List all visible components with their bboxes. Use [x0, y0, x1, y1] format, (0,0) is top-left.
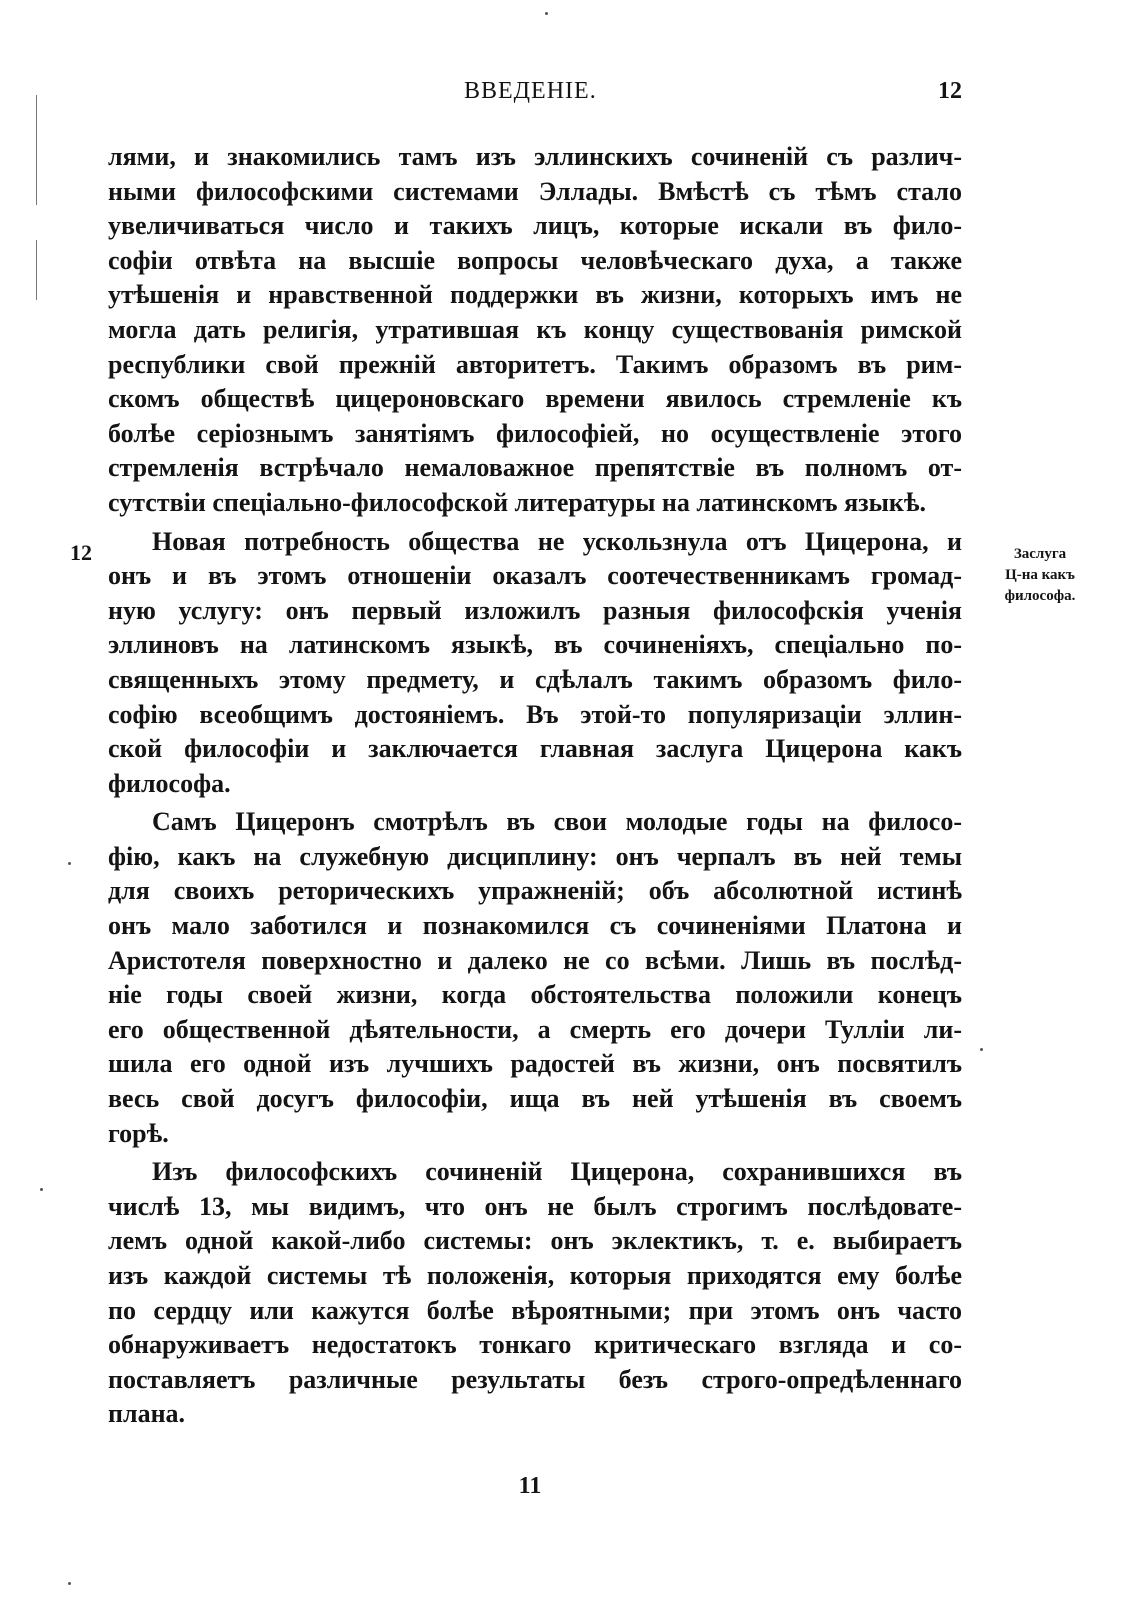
scan-edge-mark — [36, 95, 37, 205]
scan-speck — [980, 1048, 983, 1051]
running-header-page-number: 12 — [938, 78, 962, 104]
text-line: плана. — [108, 1399, 186, 1429]
text-line: эллиновъ на латинскомъ языкѣ, въ сочиненіяхъ, спеціально по- — [108, 630, 962, 660]
text-line: ніе годы своей жизни, когда обстоятельства положили конецъ — [108, 980, 962, 1010]
paragraph — [108, 1155, 962, 1432]
text-line: Аристотеля поверхностно и далеко не со всѣми. Лишь въ послѣд- — [108, 945, 962, 975]
page-folio: 11 — [518, 1473, 542, 1499]
text-line: Новая потребность общества не ускользнула отъ Цицерона, и — [152, 526, 962, 556]
text-line: сутствіи спеціально-философской литературы на латинскомъ языкѣ. — [108, 487, 926, 517]
text-line: Самъ Цицеронъ смотрѣлъ въ свои молодые годы на филосо- — [152, 807, 962, 837]
paragraph — [108, 805, 962, 1151]
text-line: софіи отвѣта на высшіе вопросы человѣческаго духа, а также — [108, 245, 962, 275]
margin-note — [985, 544, 1095, 607]
paragraph — [108, 140, 962, 521]
text-line: для своихъ реторическихъ упражненій; объ абсолютной истинѣ — [108, 876, 962, 906]
text-line: философа. — [108, 768, 231, 798]
text-line: фію, какъ на служебную дисциплину: онъ черпалъ въ ней темы — [108, 841, 962, 871]
text-line: скомъ обществѣ цицероновскаго времени явилось стремленіе къ — [108, 384, 962, 414]
text-line: числѣ 13, мы видимъ, что онъ не былъ строгимъ послѣдовате- — [108, 1191, 962, 1221]
text-line: могла дать религія, утратившая къ концу существованія римской — [108, 314, 962, 344]
text-line: его общественной дѣятельности, а смерть его дочери Тулліи ли- — [108, 1014, 962, 1044]
text-line: ской философіи и заключается главная заслуга Цицерона какъ — [108, 734, 962, 764]
text-line: онъ мало заботился и познакомился съ сочиненіями Платона и — [108, 911, 962, 941]
text-line: шила его одной изъ лучшихъ радостей въ жизни, онъ посвятилъ — [108, 1049, 962, 1079]
scan-speck — [68, 1582, 71, 1585]
text-line: горѣ. — [108, 1118, 169, 1148]
scan-edge-mark — [36, 240, 37, 300]
text-line: утѣшенія и нравственной поддержки въ жизни, которыхъ имъ не — [108, 280, 962, 310]
margin-note-line: Заслуга — [1013, 546, 1067, 562]
text-line: болѣе серіознымъ занятіямъ философіей, но осуществленіе этого — [108, 418, 962, 448]
text-line: ными философскими системами Эллады. Вмѣстѣ съ тѣмъ стало — [108, 176, 962, 206]
text-line: священныхъ этому предмету, и сдѣлалъ такимъ образомъ фило- — [108, 664, 962, 694]
text-line: республики свой прежній авторитетъ. Такимъ образомъ въ рим- — [108, 349, 962, 379]
margin-note-line: Ц-на какъ — [1005, 567, 1075, 583]
scan-speck — [68, 862, 71, 865]
text-line: обнаруживаетъ недостатокъ тонкаго критическаго взгляда и со- — [108, 1330, 962, 1360]
text-line: по сердцу или кажутся болѣе вѣроятными; при этомъ онъ часто — [108, 1295, 962, 1325]
text-line: увеличиваться число и такихъ лицъ, которые искали въ фило- — [108, 211, 962, 241]
text-line: софію всеобщимъ достояніемъ. Въ этой-то популяризаціи эллин- — [108, 699, 962, 729]
scan-speck — [40, 1188, 43, 1191]
running-header-title: ВВЕДЕНІЕ. — [464, 78, 597, 104]
text-line: лями, и знакомились тамъ изъ эллинскихъ сочиненій съ различ- — [108, 142, 962, 171]
text-line: лемъ одной какой-либо системы: онъ эклектикъ, т. е. выбираетъ — [108, 1226, 962, 1256]
text-line: весь свой досугъ философіи, ища въ ней утѣшенія въ своемъ — [108, 1084, 962, 1114]
text-line: изъ каждой системы тѣ положенія, которыя приходятся ему болѣе — [108, 1261, 962, 1290]
paragraph — [108, 525, 962, 802]
text-line: онъ и въ этомъ отношеніи оказалъ соотечественникамъ громад- — [108, 561, 962, 591]
scan-speck — [545, 12, 548, 15]
margin-note-line: философа. — [1004, 588, 1076, 604]
text-line: ную услугу: онъ первый изложилъ разныя философскія ученія — [108, 595, 962, 625]
body-text — [108, 140, 962, 1432]
text-line: стремленія встрѣчало немаловажное препятствіе въ полномъ от- — [108, 453, 962, 483]
section-number: 12 — [70, 540, 92, 565]
text-line: поставляетъ различные результаты безъ строго-опредѣленнаго — [108, 1364, 962, 1394]
text-line: Изъ философскихъ сочиненій Цицерона, сохранившихся въ — [152, 1157, 962, 1187]
